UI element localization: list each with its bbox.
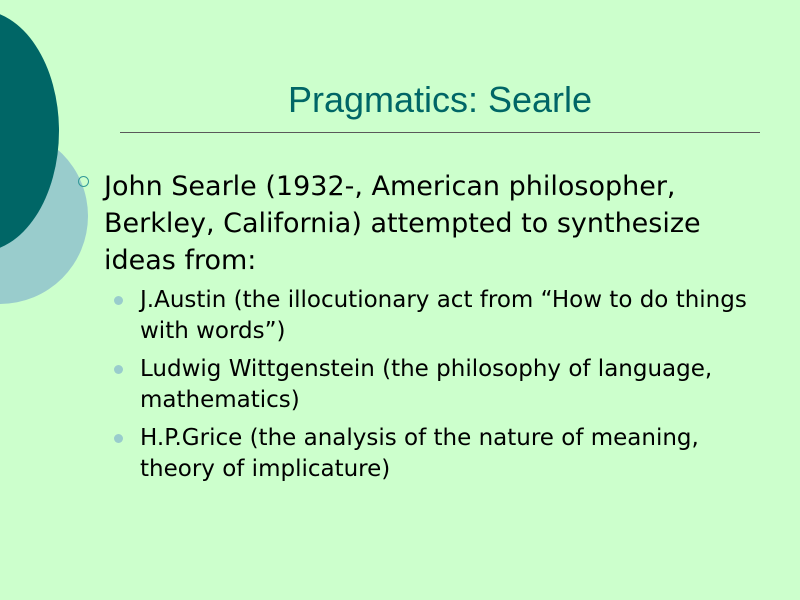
hollow-circle-bullet-icon (78, 176, 89, 187)
sub-bullet-item (140, 285, 770, 347)
sub-bullet-text: Ludwig Wittgenstein (the philosophy of language, mathematics) (140, 356, 713, 413)
sub-bullet-text: J.Austin (the illocutionary act from “How to do things with words”) (140, 287, 747, 344)
sub-bullet-item (140, 354, 770, 416)
title-divider (120, 132, 760, 133)
filled-dot-bullet-icon (114, 365, 123, 374)
filled-dot-bullet-icon (114, 434, 123, 443)
sub-bullet-text: H.P.Grice (the analysis of the nature of meaning, theory of implicature) (140, 425, 699, 482)
filled-dot-bullet-icon (114, 296, 123, 305)
main-bullet-text: John Searle (1932-, American philosopher, Berkley, California) attempted to synthesize ideas from: (104, 171, 701, 276)
sub-bullet-item (140, 423, 770, 485)
slide-title: Pragmatics: Searle (287, 79, 593, 120)
sub-bullet-list (140, 285, 770, 492)
